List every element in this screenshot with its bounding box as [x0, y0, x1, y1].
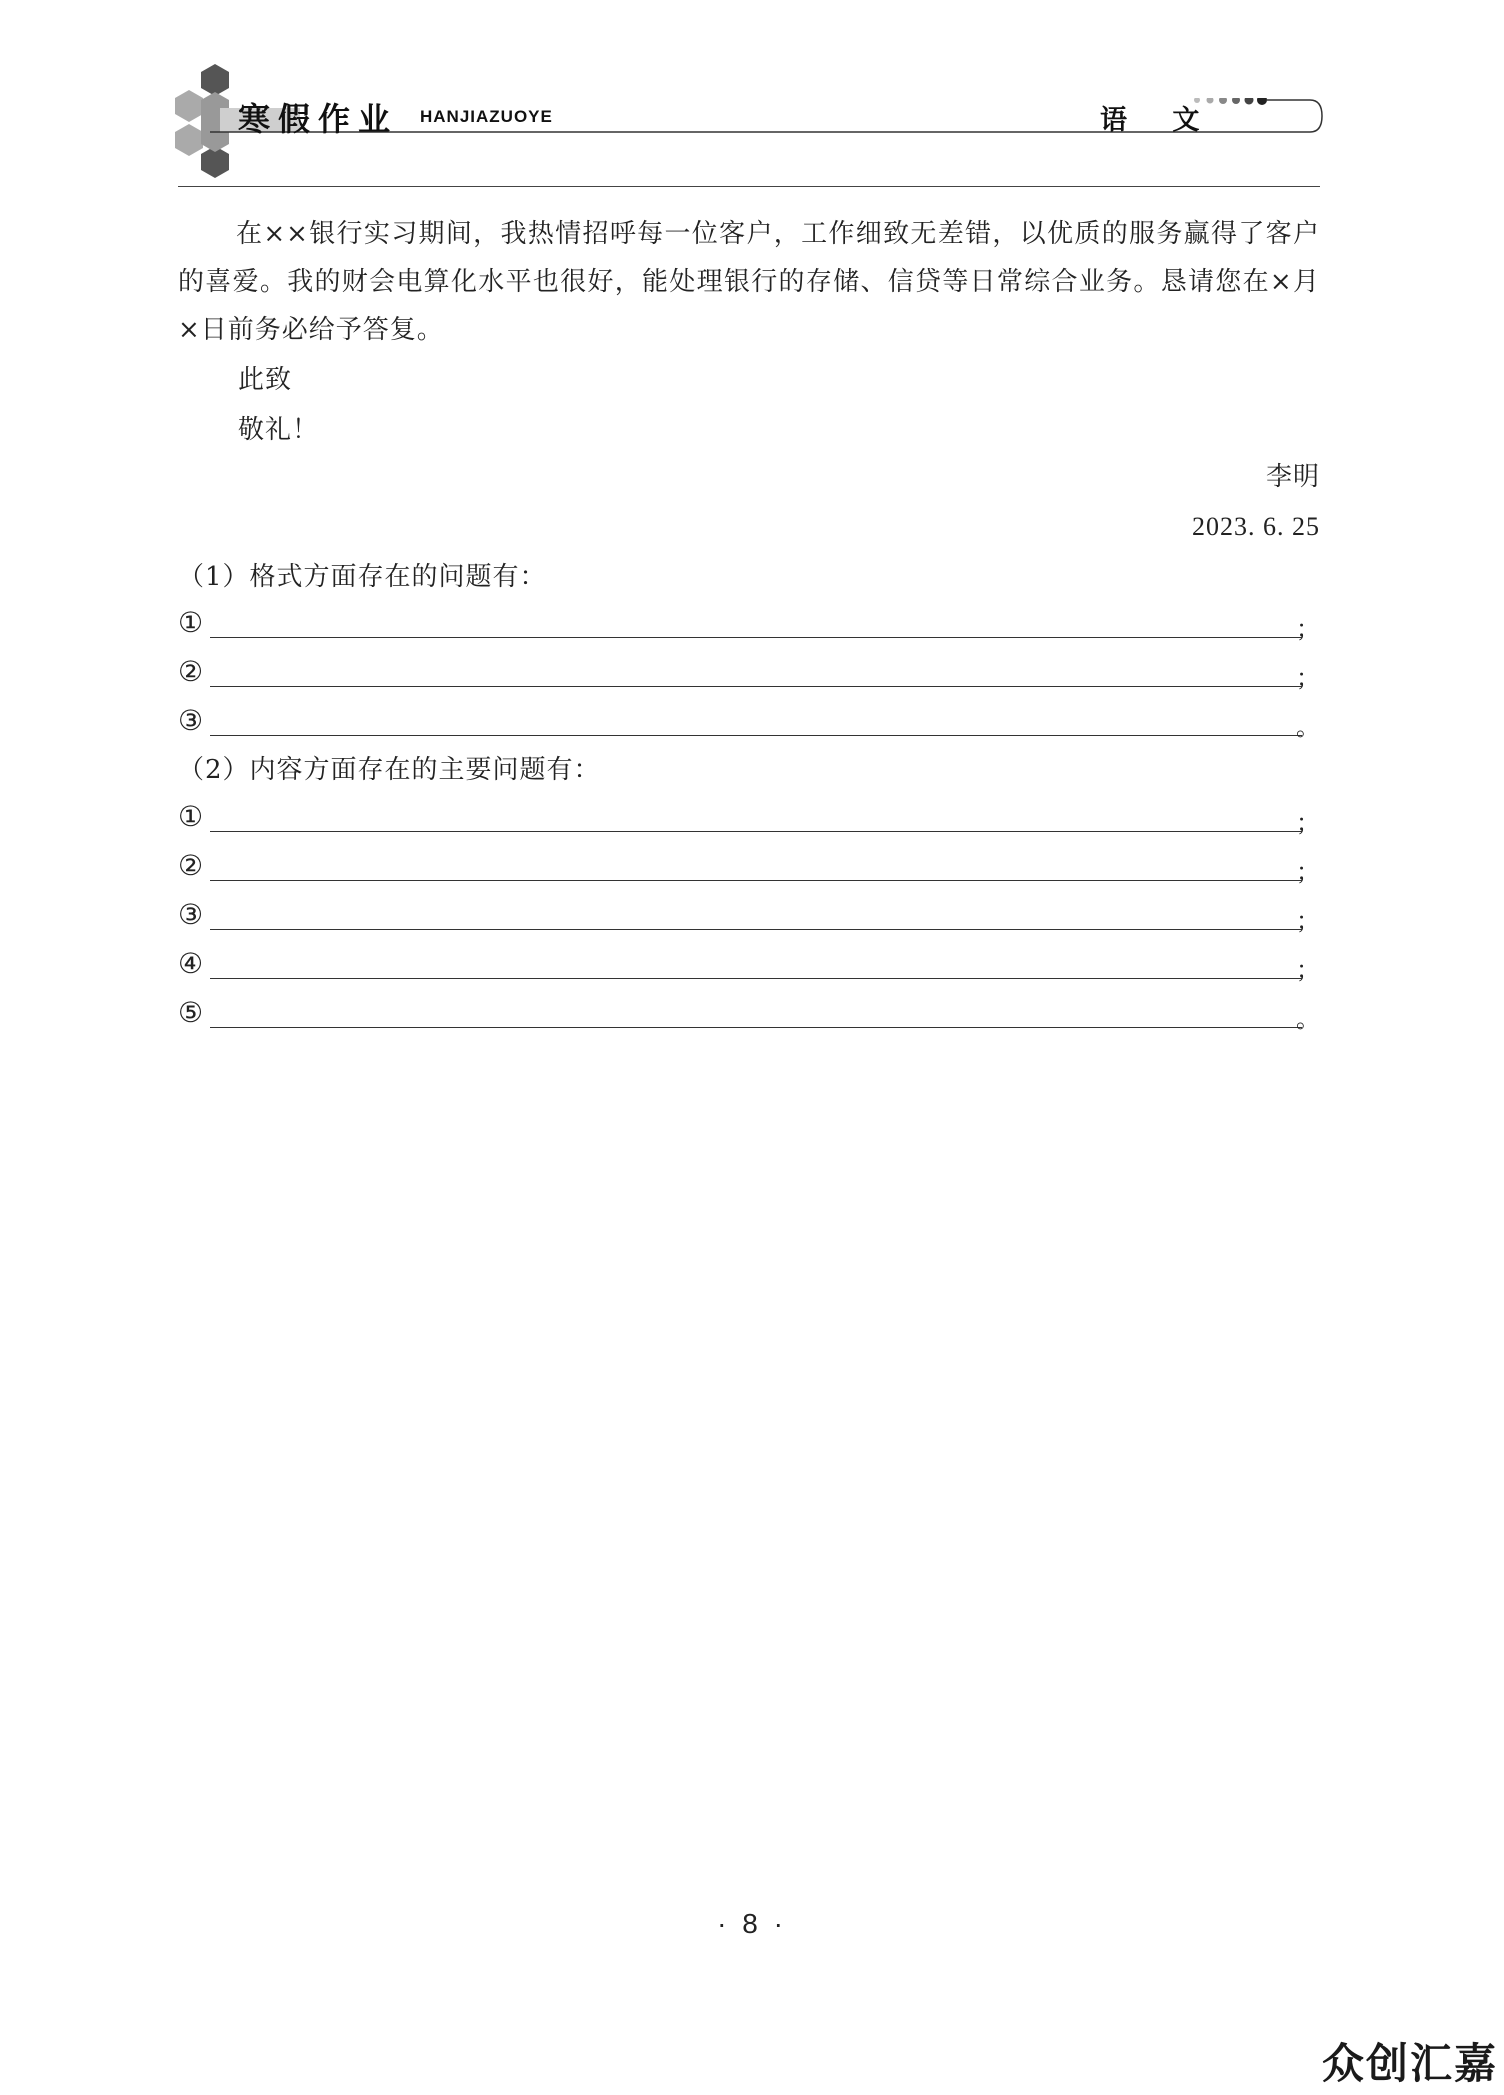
blank-end-punct: ；: [1296, 809, 1320, 837]
blank-line: [210, 637, 1302, 638]
header-divider: [178, 186, 1320, 187]
blank-end-punct: 。: [1296, 1005, 1320, 1033]
letter-date: 2023. 6. 25: [1192, 512, 1320, 541]
letter-paragraph: 在××银行实习期间，我热情招呼每一位客户，工作细致无差错，以优质的服务赢得了客户的喜爱。我的财会电算化水平也很好，能处理银行的存储、信贷等日常综合业务。恳请您在×月×日前务必给予答复。: [178, 219, 1320, 345]
blank-line: [210, 831, 1302, 832]
blank-end-punct: ；: [1296, 907, 1320, 935]
letter-signature: 李明: [1265, 462, 1320, 492]
letter-closing-ci-zhi: 此致: [238, 365, 293, 395]
answer-blank-q1-1[interactable]: [178, 606, 1320, 643]
answer-blank-q1-2[interactable]: [178, 655, 1320, 692]
blank-end-punct: ；: [1296, 956, 1320, 984]
answer-blank-q2-4[interactable]: [178, 947, 1320, 984]
blank-number: ②: [178, 849, 204, 882]
blank-line: [210, 978, 1302, 979]
blank-number: ①: [178, 800, 204, 833]
page-number: · 8 ·: [717, 1908, 787, 1939]
blank-end-punct: ；: [1296, 858, 1320, 886]
watermark-logo: 众创汇嘉: [1321, 2039, 1498, 2088]
question-1-prompt: （1）格式方面存在的问题有：: [178, 562, 547, 592]
blank-end-punct: 。: [1296, 713, 1320, 741]
answer-blank-q2-1[interactable]: [178, 800, 1320, 837]
letter-closing-jing-li: 敬礼！: [238, 415, 320, 445]
question-2-prompt: （2）内容方面存在的主要问题有：: [178, 755, 601, 785]
blank-line: [210, 929, 1302, 930]
blank-end-punct: ；: [1296, 615, 1320, 643]
blank-number: ③: [178, 704, 204, 737]
blank-number: ①: [178, 606, 204, 639]
blank-line: [210, 880, 1302, 881]
blank-line: [210, 1027, 1302, 1028]
blank-number: ⑤: [178, 996, 204, 1029]
header-title: 寒假作业: [238, 100, 399, 138]
answer-blank-q1-3[interactable]: [178, 704, 1320, 741]
header-subject: 语 文: [1100, 105, 1218, 136]
blank-number: ③: [178, 898, 204, 931]
blank-number: ②: [178, 655, 204, 688]
blank-line: [210, 735, 1302, 736]
answer-blank-q2-5[interactable]: [178, 996, 1320, 1033]
blank-line: [210, 686, 1302, 687]
answer-blank-q2-2[interactable]: [178, 849, 1320, 886]
blank-end-punct: ；: [1296, 664, 1320, 692]
answer-blank-q2-3[interactable]: [178, 898, 1320, 935]
header-pinyin: HANJIAZUOYE: [420, 107, 553, 126]
blank-number: ④: [178, 947, 204, 980]
